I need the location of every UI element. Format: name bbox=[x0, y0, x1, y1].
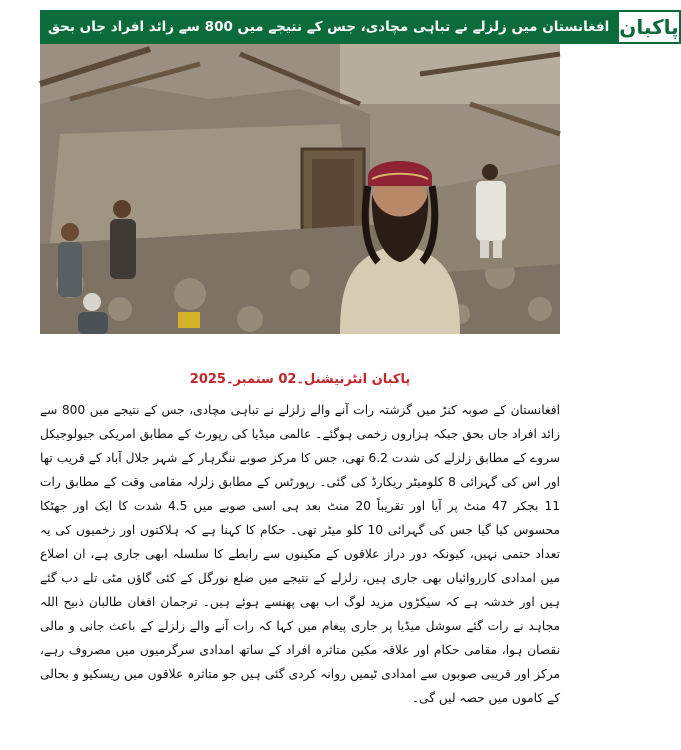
headline: افغانستان میں زلزلے نے تباہی مچادی، جس کے نتیجے میں 800 سے زائد افراد جاں بحق bbox=[40, 10, 617, 44]
article-paragraph: افغانستان کے صوبہ کنڑ میں گزشتہ رات آنے والے زلزلے نے تباہی مچادی، جس کے نتیجے میں 800 سے زائد افراد جاں بحق جبکہ ہزاروں زخمی ہوگئے۔ عالمی میڈیا کی رپورٹ کے مطابق امریکی جیولوجیکل سروے کے مطابق زلزلے کی شدت 6.2 تھی، جس کا مرکز صوبے ننگرہار کے شہر جلال آباد کے قریب تھا اور اس کی گہرائی 8 کلومیٹر ریکارڈ کی گئی۔ رپورٹس کے مطابق زلزلہ مقامی وقت کے مطابق رات 11 بجکر 47 منٹ پر آیا اور تقریباً 20 منٹ بعد ہی اسی صوبے میں 4.5 شدت کا ایک اور جھٹکا محسوس کیا گیا جس کی گہرائی 10 کلو میٹر تھی۔ حکام کا کہنا ہے کہ ہلاکتوں اور زخمیوں کی یہ تعداد حتمی نہیں، کیونکہ دور دراز علاقوں کے مکینوں سے رابطے کا سلسلہ ابھی جاری ہے، ان اضلاع میں امدادی کارروائیاں بھی جاری ہیں، زلزلے کے نتیجے میں ضلع نورگل کے کئی گاؤں مٹی تلے دب گئے ہیں اور خدشہ ہے کہ سیکڑوں مزید لوگ اب بھی پھنسے ہوئے ہیں۔ ترجمان افغان طالبان ذبیح اللہ مجاہد نے رات گئے سوشل میڈیا پر جاری پیغام میں کہا کہ رات آنے والے زلزلے کے باعث جانی و مالی نقصان ہوا، مقامی حکام اور علاقہ مکین متاثرہ افراد کے ساتھ امدادی سرگرمیوں میں مصروف رہے، مرکز اور قریبی صوبوں سے امدادی ٹیمیں روانہ کردی گئی ہیں جو متاثرہ علاقوں میں ریسکیو و بحالی کے کاموں میں حصہ لیں گی۔ bbox=[40, 403, 561, 705]
article-dateline: پاکبان انٹرنیشنل۔02 ستمبر۔2025 bbox=[189, 372, 411, 387]
article-body bbox=[40, 398, 560, 710]
brand-logo: پاکبان bbox=[617, 10, 680, 44]
header-banner bbox=[40, 10, 679, 44]
news-photo bbox=[40, 44, 560, 334]
earthquake-rubble-photo bbox=[40, 44, 560, 334]
